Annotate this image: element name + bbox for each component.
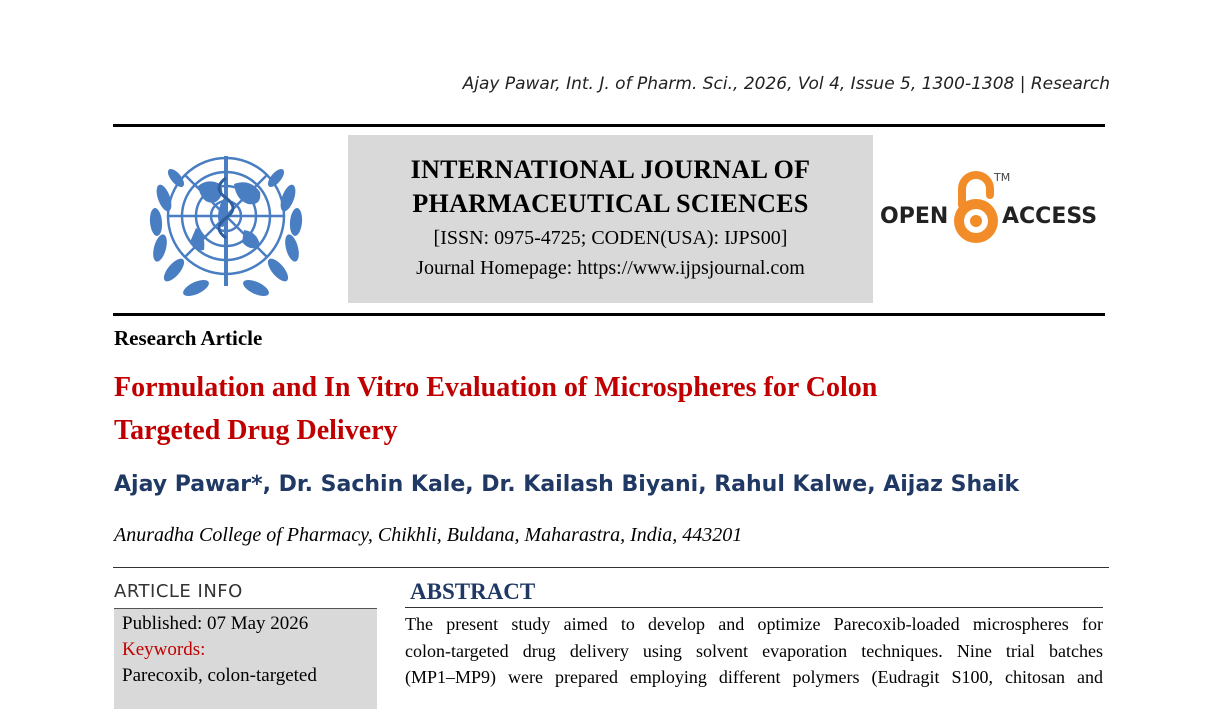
citation-header: Ajay Pawar, Int. J. of Pharm. Sci., 2026, Vol 4, Issue 5, 1300-1308 | Research: [462, 74, 1110, 94]
abstract-rule: [405, 607, 1103, 608]
published-date: Published: 07 May 2026: [122, 613, 309, 634]
article-title-line2: Targeted Drug Delivery: [114, 415, 398, 446]
journal-masthead: [348, 135, 873, 303]
un-emblem-logo: [126, 138, 326, 308]
journal-name: [348, 153, 873, 221]
middle-rule: [113, 313, 1105, 316]
abstract-line: The present study aimed to develop and optimize Parecoxib-loaded microspheres for: [405, 614, 1103, 634]
open-access-right-text: ACCESS: [1002, 204, 1098, 229]
abstract-line: (MP1–MP9) were prepared employing different polymers (Eudragit S100, chitosan and: [405, 667, 1103, 687]
journal-name-line2: PHARMACEUTICAL SCIENCES: [412, 189, 809, 218]
keywords: Parecoxib, colon-targeted: [122, 665, 317, 686]
abstract-heading: ABSTRACT: [410, 579, 536, 604]
abstract-text: [405, 611, 1103, 691]
article-info-box: [114, 608, 377, 709]
open-access-logo: [880, 165, 1110, 255]
journal-issn: [ISSN: 0975-4725; CODEN(USA): IJPS00]: [433, 227, 788, 249]
open-access-left-text: OPEN: [880, 204, 949, 229]
authors: Ajay Pawar*, Dr. Sachin Kale, Dr. Kailash Biyani, Rahul Kalwe, Aijaz Shaik: [114, 472, 1020, 497]
top-rule: [113, 124, 1105, 127]
journal-homepage[interactable]: Journal Homepage: https://www.ijpsjournal.com: [416, 257, 805, 279]
article-title-line1: Formulation and In Vitro Evaluation of Microspheres for Colon: [114, 372, 878, 403]
section-rule: [113, 567, 1109, 568]
trademark-text: TM: [994, 171, 1011, 184]
abstract-line: colon-targeted drug delivery using solvent evaporation techniques. Nine trial batches: [405, 640, 1103, 661]
open-lock-icon: [954, 175, 998, 243]
affiliation: Anuradha College of Pharmacy, Chikhli, Buldana, Maharastra, India, 443201: [114, 524, 743, 546]
article-type: Research Article: [114, 326, 263, 350]
article-title: [114, 366, 1044, 452]
article-info-heading: ARTICLE INFO: [114, 581, 243, 602]
keywords-label: Keywords:: [122, 639, 206, 660]
journal-name-line1: INTERNATIONAL JOURNAL OF: [410, 155, 811, 184]
